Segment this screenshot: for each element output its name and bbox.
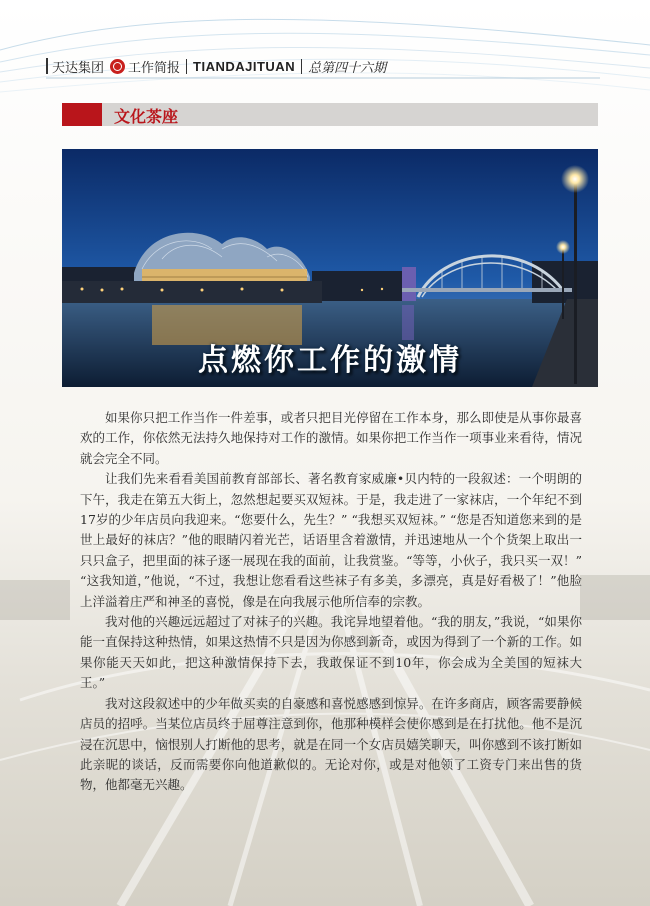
article-paragraph: 我对他的兴趣远远超过了对袜子的兴趣。我诧异地望着他。“我的朋友，”我说，“如果你能一直保持这种热情，如果这热情不只是因为你感到新奇，或因为得到了一个新的工作。如果你能天天如此，把这种激情保持下去，我敢保证不到10年，你会成为全美国的短袜大王。”: [80, 614, 582, 691]
company-name: 天达集团: [52, 59, 105, 75]
company-logo-icon: [110, 59, 125, 74]
company-latin-name: TIANDAJITUAN: [193, 58, 296, 74]
article-body: [80, 408, 582, 796]
banner-caption: 点燃你工作的激情: [198, 343, 462, 378]
article-paragraph: 让我们先来看看美国前教育部部长、著名教育家威廉•贝内特的一段叙述：一个明朗的下午，我走在第五大街上，忽然想起要买双短袜。于是，我走进了一家袜店，一个年纪不到17岁的少年店员向我迎来。“您要什么，先生？” “我想买双短袜。” “您是否知道您来到的是世上最好的袜店？”他的眼睛闪着光芒，话语里含着激情，并迅速地从一个个货架上取出一只只盒子，把里面的袜子逐一展现在我的面前，让我赏鉴。“等等，小伙子，我只买一双！” “这我知道，”他说，“不过，我想让您看看这些袜子有多美，多漂亮，真是好看极了！”他脸上洋溢着庄严和神圣的喜悦，像是在向我展示他所信奉的宗教。: [80, 471, 582, 609]
section-heading: [62, 103, 598, 126]
section-accent-block: [62, 103, 102, 126]
page-header: [46, 55, 386, 77]
header-bar-divider: [46, 58, 48, 74]
article-paragraph: 我对这段叙述中的少年做买卖的自豪感和喜悦感感到惊异。在许多商店，顾客需要静候店员的招呼。当某位店员终于屈尊注意到你，他那种模样会使你感到是在打扰他。他不是沉浸在沉思中，恼恨别人打断他的思考，就是在同一个女店员嬉笑聊天，叫你感到不该打断如此亲昵的谈话，反而需要你向他道歉似的。无论对你，或是对他领了工资专门来出售的货物，他都毫无兴趣。: [80, 695, 582, 793]
header-separator: [301, 59, 302, 74]
article-paragraph: 如果你只把工作当作一件差事，或者只把目光停留在工作本身，那么即使是从事你最喜欢的工作，你依然无法持久地保持对工作的激情。如果你把工作当作一项事业来看待，情况就会完全不同。: [80, 410, 582, 466]
newsletter-name: 工作简报: [128, 59, 181, 75]
section-title: 文化茶座: [114, 107, 179, 126]
issue-number: 总第四十六期: [308, 60, 387, 76]
header-separator: [186, 59, 187, 74]
